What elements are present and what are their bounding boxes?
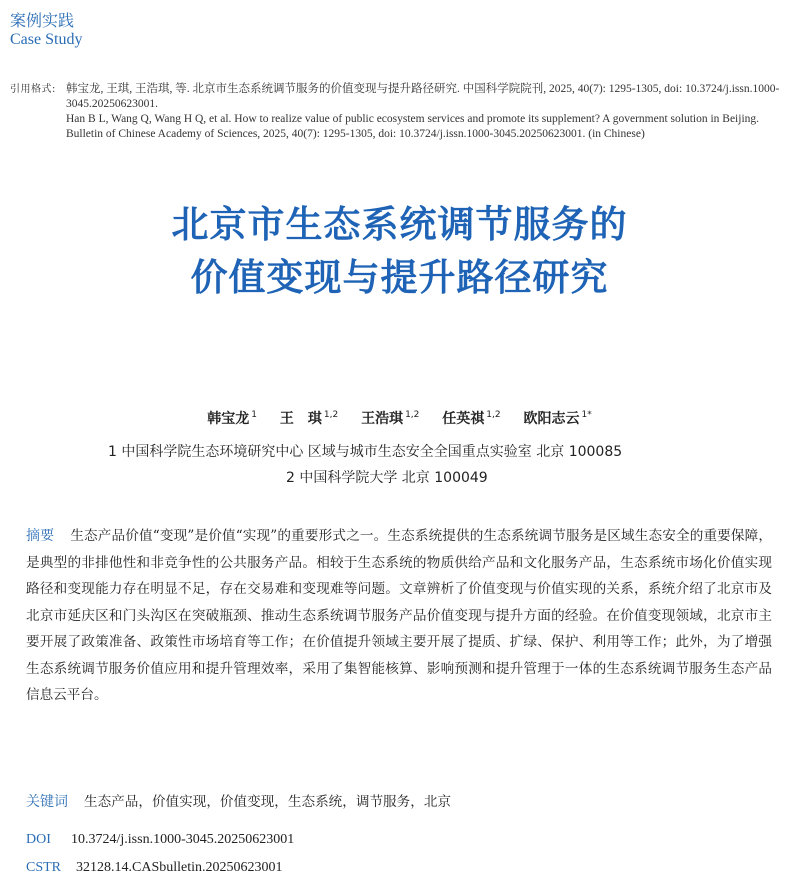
author-list [0, 408, 799, 428]
cstr-row [26, 860, 283, 876]
author-affiliation-mark: 1,2 [323, 410, 339, 421]
author-affiliation-mark: 1,2 [405, 410, 420, 421]
author [523, 411, 591, 427]
affiliation-2: 2 中国科学院大学 北京 100049 [286, 470, 488, 486]
author-name: 任英祺 [442, 411, 485, 427]
doi-row [26, 832, 294, 848]
keywords-label: 关键词 [26, 794, 68, 810]
citation-zh: 韩宝龙, 王琪, 王浩琪, 等. 北京市生态系统调节服务的价值变现与提升路径研究. 中国科学院院刊, 2025, 40(7): 1295-1305, doi: 10.3724/j.issn.1000-3045.20250623001. [66, 83, 780, 110]
author-name: 韩宝龙 [207, 411, 250, 427]
cstr-value[interactable]: 32128.14.CASbulletin.20250623001 [76, 860, 283, 875]
abstract-label: 摘要 [26, 528, 55, 544]
author [280, 411, 338, 427]
author-affiliation-mark: 1,2 [486, 410, 501, 421]
section-label-en: Case Study [10, 31, 83, 48]
abstract [26, 523, 772, 709]
citation-en: Han B L, Wang Q, Wang H Q, et al. How to realize value of public ecosystem services and promote its supplement? A government solution in Beijing. Bulletin of Chinese Academy of Sciences, 2025, 40(7): 1295-1305, doi: 10.3724/j.issn.1000-3045.20250623001. (in Chinese) [66, 113, 760, 140]
author-affiliation-mark: 1* [581, 410, 592, 421]
doi-value[interactable]: 10.3724/j.issn.1000-3045.20250623001 [71, 832, 295, 847]
author [207, 411, 257, 427]
title-line-2: 价值变现与提升路径研究 [190, 256, 609, 299]
author [361, 411, 419, 427]
keywords [26, 790, 451, 811]
doi-label: DOI [26, 832, 51, 847]
title-line-1: 北京市生态系统调节服务的 [171, 203, 628, 246]
author-name: 王 琪 [279, 411, 322, 427]
abstract-text: 生态产品价值“变现”是价值“实现”的重要形式之一。生态系统提供的生态系统调节服务是区域生态安全的重要保障，是典型的非排他性和非竞争性的公共服务产品。相较于生态系统的物质供给产品和文化服务产品，生态系统市场化价值实现路径和变现能力存在明显不足，存在交易难和变现难等问题。文章辨析了价值变现与价值实现的关系，系统介绍了北京市及北京市延庆区和门头沟区在突破瓶颈、推动生态系统调节服务产品价值变现与提升方面的经验。在价值变现领域，北京市主要开展了政策准备、政策性市场培育等工作；在价值提升领域主要开展了提质、扩绿、保护、利用等工作；此外，为了增强生态系统调节服务价值应用和提升管理效率，采用了集智能核算、影响预测和提升管理于一体的生态系统调节服务生态产品信息云平台。 [26, 528, 773, 703]
citation-block [10, 82, 790, 142]
cstr-label: CSTR [26, 860, 62, 875]
author-name: 欧阳志云 [523, 411, 580, 427]
author-affiliation-mark: 1 [251, 410, 257, 421]
keywords-text: 生态产品，价值实现，价值变现，生态系统，调节服务，北京 [84, 794, 452, 810]
author [442, 411, 500, 427]
citation-label: 引用格式: [10, 84, 56, 95]
article-title [0, 198, 799, 304]
section-label-zh: 案例实践 [10, 11, 75, 30]
affiliation-1: 1 中国科学院生态环境研究中心 区域与城市生态安全全国重点实验室 北京 100085 [108, 444, 623, 460]
author-name: 王浩琪 [361, 411, 404, 427]
